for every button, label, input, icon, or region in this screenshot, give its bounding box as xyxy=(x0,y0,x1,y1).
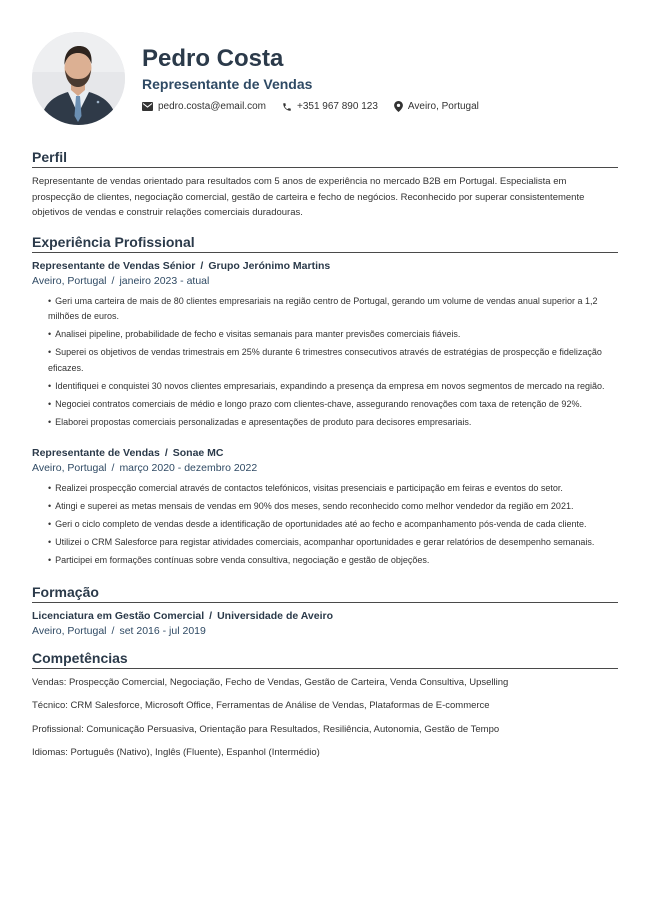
list-item: • Superei os objetivos de vendas trimestrais em 25% durante 6 trimestres consecutivos através de estratégias de prospecção e fidelização eficazes. xyxy=(48,345,618,376)
job-company: Sonae MC xyxy=(172,447,224,459)
job-location: Aveiro, Portugal xyxy=(32,274,107,287)
skills-section xyxy=(32,649,618,761)
list-item: • Realizei prospecção comercial através de contactos telefónicos, visitas presenciais e participação em feiras e eventos do setor. xyxy=(48,481,618,497)
list-item: • Atingi e superei as metas mensais de vendas em 90% dos meses, sendo reconhecido como melhor vendedor da região em 2021. xyxy=(48,499,618,515)
profile-section xyxy=(32,148,618,221)
contact-location xyxy=(394,101,479,112)
list-item: • Participei em formações contínuas sobre venda consultiva, negociação e gestão de objeções. xyxy=(48,553,618,569)
job-location: Aveiro, Portugal xyxy=(32,462,107,474)
job-heading: Representante de Vendas Sénior / Grupo Jerónimo Martins xyxy=(32,259,331,272)
skill-line: Idiomas: Português (Nativo), Inglês (Fluente), Espanhol (Intermédio) xyxy=(32,747,320,758)
degree: Licenciatura em Gestão Comercial xyxy=(32,609,205,622)
skill-line: Vendas: Prospecção Comercial, Negociação, Fecho de Vendas, Gestão de Carteira, Venda Consultiva, Upselling xyxy=(32,676,509,688)
job-position: Representante de Vendas xyxy=(32,447,160,459)
phone-text: +351 967 890 123 xyxy=(296,101,378,112)
skill-line: Técnico: CRM Salesforce, Microsoft Office, Ferramentas de Análise de Vendas, Plataformas de E-commerce xyxy=(32,700,490,711)
job-meta: Aveiro, Portugal / janeiro 2023 - atual xyxy=(32,274,210,287)
resume-header xyxy=(32,0,618,135)
header-text xyxy=(142,44,495,112)
education-section xyxy=(32,583,618,639)
full-name: Pedro Costa xyxy=(142,45,284,72)
contact-email[interactable] xyxy=(142,101,266,112)
list-item: • Geri uma carteira de mais de 80 clientes empresariais na região centro de Portugal, gerando um volume de vendas anual superior a 1,2 milhões de euros. xyxy=(48,294,618,325)
list-item: • Identifiquei e conquistei 30 novos clientes empresariais, expandindo a presença da empresa em novos segmentos de mercado na região. xyxy=(48,379,618,395)
job-position: Representante de Vendas Sénior xyxy=(32,259,196,272)
profile-summary: Representante de vendas orientado para resultados com 5 anos de experiência no mercado B2B em Portugal. Especialista em prospecção de clientes, negociação comercial, gestão de carteira e fecho de negócios. Reconhecido por superar consistentemente objetivos de vendas e construir relações comerciais duradouras. xyxy=(32,176,585,218)
list-item: • Geri o ciclo completo de vendas desde a identificação de oportunidades até ao fecho e acompanhamento pós-venda de cada cliente. xyxy=(48,517,618,533)
job-bullets xyxy=(32,294,618,431)
job-heading: Representante de Vendas / Sonae MC xyxy=(32,447,224,459)
job-entry xyxy=(32,446,618,569)
education-meta: Aveiro, Portugal / set 2016 - jul 2019 xyxy=(32,624,206,637)
section-title: Competências xyxy=(32,649,618,669)
job-meta: Aveiro, Portugal / março 2020 - dezembro 2022 xyxy=(32,462,258,474)
profile-photo xyxy=(32,32,125,125)
job-role: Representante de Vendas xyxy=(142,76,313,92)
job-entry xyxy=(32,259,618,431)
list-item: • Elaborei propostas comerciais personalizadas e apresentações de produto para decisores empresariais. xyxy=(48,415,618,431)
section-title: Formação xyxy=(32,583,618,603)
contact-phone[interactable] xyxy=(282,101,378,112)
phone-icon xyxy=(282,102,292,112)
list-item: • Negociei contratos comerciais de médio e longo prazo com clientes-chave, assegurando renovações com taxa de retenção de 92%. xyxy=(48,397,618,413)
education-location: Aveiro, Portugal xyxy=(32,624,107,637)
list-item: • Utilizei o CRM Salesforce para registar atividades comerciais, acompanhar oportunidades e gerar relatórios de desempenho semanais. xyxy=(48,535,618,551)
skill-line: Profissional: Comunicação Persuasiva, Orientação para Resultados, Resiliência, Autonomia, Gestão de Tempo xyxy=(32,723,500,735)
experience-section xyxy=(32,233,618,569)
avatar xyxy=(32,32,125,125)
envelope-icon xyxy=(142,102,153,111)
email-text: pedro.costa@email.com xyxy=(158,101,266,112)
job-period: janeiro 2023 - atual xyxy=(119,274,210,287)
contact-info xyxy=(142,101,495,112)
map-pin-icon xyxy=(394,101,403,112)
section-title: Experiência Profissional xyxy=(32,233,618,253)
education-heading: Licenciatura em Gestão Comercial / Universidade de Aveiro xyxy=(32,609,334,622)
job-period: março 2020 - dezembro 2022 xyxy=(119,462,258,474)
list-item: • Analisei pipeline, probabilidade de fecho e visitas semanais para manter previsões comerciais fiáveis. xyxy=(48,327,618,343)
section-title: Perfil xyxy=(32,148,618,168)
location-text: Aveiro, Portugal xyxy=(407,101,479,112)
school: Universidade de Aveiro xyxy=(217,609,334,622)
job-bullets xyxy=(32,481,618,569)
education-period: set 2016 - jul 2019 xyxy=(119,624,206,637)
job-company: Grupo Jerónimo Martins xyxy=(208,259,331,272)
